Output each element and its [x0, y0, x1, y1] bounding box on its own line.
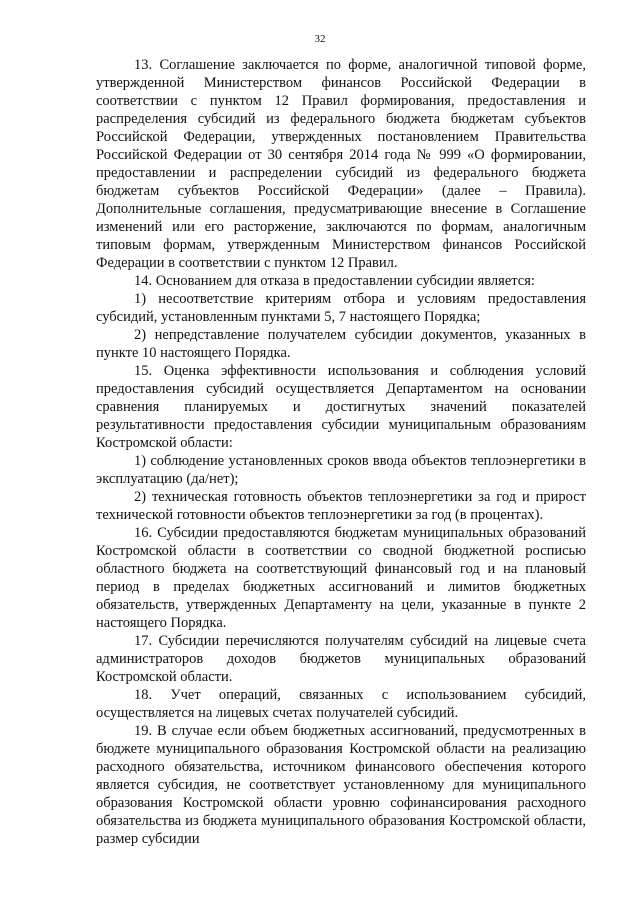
paragraph-15: 15. Оценка эффективности использования и соблюдения условий предоставления субсидий осуществляется Департаментом на основании сравнения планируемых и достигнутых значений показателей результативности предоставления субсидии муниципальным образованиям Костромской области: [96, 363, 586, 451]
paragraph-15-item-2: 2) техническая готовность объектов теплоэнергетики за год и прирост технической готовности объектов теплоэнергетики за год (в процентах). [96, 489, 586, 523]
paragraph-14-item-2: 2) непредставление получателем субсидии документов, указанных в пункте 10 настоящего Порядка. [96, 327, 586, 361]
paragraph-13: 13. Соглашение заключается по форме, аналогичной типовой форме, утвержденной Министерством финансов Российской Федерации в соответствии с пунктом 12 Правил формирования, предоставления и распределения субсидий из федерального бюджета бюджетам субъектов Российской Федерации, утвержденных постановлением Правительства Российской Федерации от 30 сентября 2014 года № 999 «О формировании, предоставлении и распределении субсидий из федерального бюджета бюджетам субъектов Российской Федерации» (далее – Правила). Дополнительные соглашения, предусматривающие внесение в Соглашение изменений или его расторжение, заключаются по формам, аналогичным типовым формам, утвержденным Министерством финансов Российской Федерации в соответствии с пунктом 12 Правил. [96, 57, 586, 271]
paragraph-17: 17. Субсидии перечисляются получателям субсидий на лицевые счета администраторов доходов бюджетов муниципальных образований Костромской области. [96, 633, 586, 685]
paragraph-14-item-1: 1) несоответствие критериям отбора и условиям предоставления субсидий, установленным пунктами 5, 7 настоящего Порядка; [96, 291, 586, 325]
paragraph-19: 19. В случае если объем бюджетных ассигнований, предусмотренных в бюджете муниципального образования Костромской области на реализацию расходного обязательства, источником финансового обеспечения которого является субсидия, не соответствует установленному для муниципального образования Костромской области уровню софинансирования расходного обязательства из бюджета муниципального образования Костромской области, размер субсидии [96, 723, 586, 847]
paragraph-18: 18. Учет операций, связанных с использованием субсидий, осуществляется на лицевых счетах получателей субсидий. [96, 687, 586, 721]
document-body [96, 56, 586, 848]
page-number: 32 [314, 33, 326, 45]
paragraph-15-item-1: 1) соблюдение установленных сроков ввода объектов теплоэнергетики в эксплуатацию (да/нет); [96, 453, 586, 487]
paragraph-16: 16. Субсидии предоставляются бюджетам муниципальных образований Костромской области в соответствии со сводной бюджетной росписью областного бюджета на соответствующий финансовый год и на плановый период в пределах бюджетных ассигнований и лимитов бюджетных обязательств, утвержденных Департаменту на цели, указанные в пункте 2 настоящего Порядка. [96, 525, 586, 631]
paragraph-14: 14. Основанием для отказа в предоставлении субсидии является: [134, 273, 535, 289]
